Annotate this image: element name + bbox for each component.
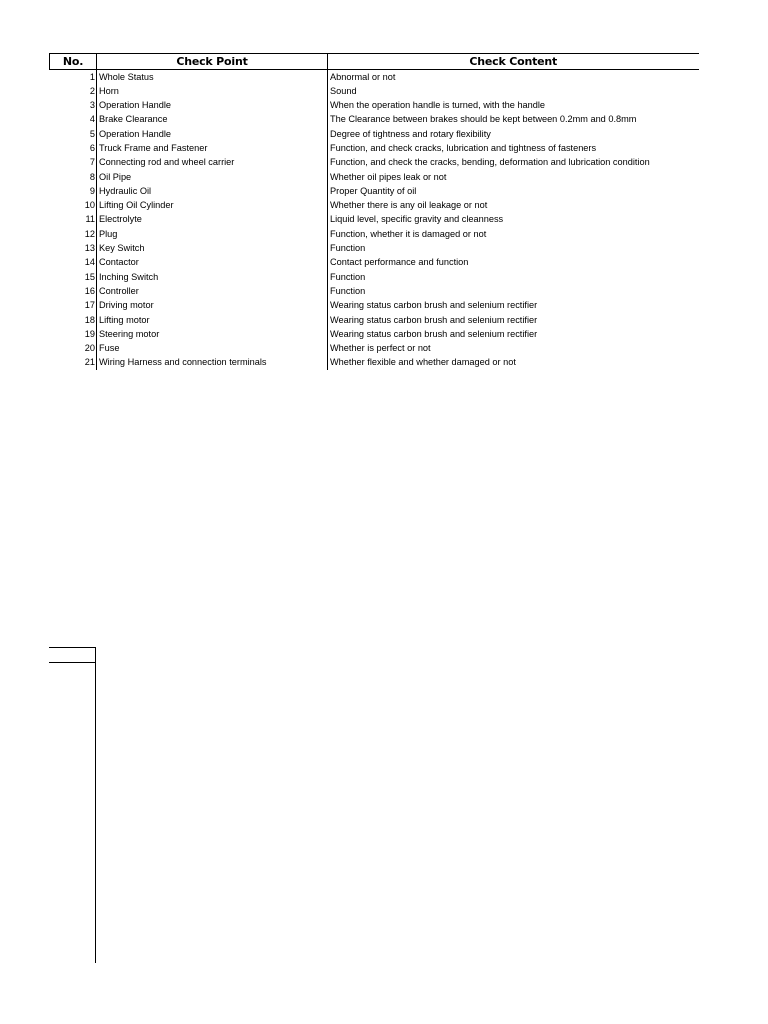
cell-no: 4 xyxy=(50,113,97,127)
cell-check-point: Plug xyxy=(97,227,328,241)
cell-check-content: Whether there is any oil leakage or not xyxy=(330,200,488,211)
cell-check-point: Lifting motor xyxy=(97,313,328,327)
cell-check-content: Wearing status carbon brush and selenium rectifier xyxy=(330,328,538,339)
cell-check-content: Function, and check cracks, lubrication and tightness of fasteners xyxy=(330,142,597,153)
cell-check-point: Fuse xyxy=(97,342,328,356)
cell-check-content: Function, whether it is damaged or not xyxy=(330,228,487,239)
cell-check-point: Lifting Oil Cylinder xyxy=(97,199,328,213)
cell-no: 21 xyxy=(50,356,97,370)
cell-check-content: Function xyxy=(330,285,366,296)
cell-no: 1 xyxy=(50,70,97,85)
cell-no: 6 xyxy=(50,141,97,155)
table-header-row xyxy=(50,54,699,70)
cell-no: 7 xyxy=(50,156,97,170)
cell-check-point: Oil Pipe xyxy=(97,170,328,184)
header-check-content: Check Content xyxy=(328,54,699,70)
cell-check-content: Function, and check the cracks, bending, deformation and lubrication condition xyxy=(330,157,650,168)
cell-no: 13 xyxy=(50,242,97,256)
cell-check-point: Contactor xyxy=(97,256,328,270)
table-row xyxy=(50,170,699,184)
cell-check-content: Wearing status carbon brush and selenium rectifier xyxy=(330,300,538,311)
lower-table-column-divider xyxy=(95,647,96,963)
cell-check-point: Brake Clearance xyxy=(97,113,328,127)
cell-check-content: Degree of tightness and rotary flexibility xyxy=(330,128,491,139)
cell-no: 18 xyxy=(50,313,97,327)
table-row xyxy=(50,70,699,85)
cell-check-point: Hydraulic Oil xyxy=(97,184,328,198)
cell-check-content: Whether is perfect or not xyxy=(330,343,431,354)
table-row xyxy=(50,242,699,256)
cell-no: 10 xyxy=(50,199,97,213)
cell-no: 12 xyxy=(50,227,97,241)
table-row xyxy=(50,299,699,313)
table-row xyxy=(50,199,699,213)
cell-no: 17 xyxy=(50,299,97,313)
cell-check-point: Horn xyxy=(97,84,328,98)
table-row xyxy=(50,156,699,170)
cell-no: 16 xyxy=(50,284,97,298)
cell-check-content: Function xyxy=(330,271,366,282)
table-row xyxy=(50,213,699,227)
cell-no: 9 xyxy=(50,184,97,198)
cell-no: 19 xyxy=(50,327,97,341)
cell-check-point: Operation Handle xyxy=(97,99,328,113)
cell-no: 11 xyxy=(50,213,97,227)
cell-check-point: Wiring Harness and connection terminals xyxy=(97,356,328,370)
cell-check-content: Sound xyxy=(330,85,357,96)
cell-check-point: Operation Handle xyxy=(97,127,328,141)
cell-check-point: Driving motor xyxy=(97,299,328,313)
table-row xyxy=(50,327,699,341)
cell-check-point: Inching Switch xyxy=(97,270,328,284)
cell-check-point: Connecting rod and wheel carrier xyxy=(97,156,328,170)
cell-check-point: Steering motor xyxy=(97,327,328,341)
table-row xyxy=(50,256,699,270)
cell-check-content: Wearing status carbon brush and selenium rectifier xyxy=(330,314,538,325)
cell-check-point: Whole Status xyxy=(97,70,328,85)
cell-no: 2 xyxy=(50,84,97,98)
lower-table-header-border xyxy=(49,662,96,663)
table-row xyxy=(50,342,699,356)
cell-check-content: Function xyxy=(330,243,366,254)
cell-check-content: Liquid level, specific gravity and cleanness xyxy=(330,214,504,225)
table-row xyxy=(50,313,699,327)
cell-no: 5 xyxy=(50,127,97,141)
table-row xyxy=(50,284,699,298)
table-row xyxy=(50,99,699,113)
table-row xyxy=(50,184,699,198)
table-row xyxy=(50,227,699,241)
cell-no: 20 xyxy=(50,342,97,356)
cell-check-point: Truck Frame and Fastener xyxy=(97,141,328,155)
table-row xyxy=(50,141,699,155)
cell-no: 3 xyxy=(50,99,97,113)
lower-table-top-border xyxy=(49,647,96,648)
cell-check-content: Whether oil pipes leak or not xyxy=(330,171,447,182)
cell-check-content: Contact performance and function xyxy=(330,257,469,268)
header-no: No. xyxy=(50,54,97,70)
cell-no: 8 xyxy=(50,170,97,184)
table-body xyxy=(50,70,699,371)
table-row xyxy=(50,84,699,98)
cell-check-point: Controller xyxy=(97,284,328,298)
table-row xyxy=(50,356,699,370)
cell-check-content: When the operation handle is turned, with the handle xyxy=(330,100,546,111)
table-row xyxy=(50,270,699,284)
cell-check-point: Key Switch xyxy=(97,242,328,256)
cell-check-content: Proper Quantity of oil xyxy=(330,185,417,196)
cell-check-content: The Clearance between brakes should be kept between 0.2mm and 0.8mm xyxy=(330,114,637,125)
cell-no: 15 xyxy=(50,270,97,284)
cell-check-content: Whether flexible and whether damaged or not xyxy=(330,357,516,368)
cell-check-content: Abnormal or not xyxy=(330,71,396,82)
header-check-point: Check Point xyxy=(97,54,328,70)
check-table xyxy=(49,53,699,370)
table-row xyxy=(50,113,699,127)
cell-check-point: Electrolyte xyxy=(97,213,328,227)
table-row xyxy=(50,127,699,141)
cell-no: 14 xyxy=(50,256,97,270)
